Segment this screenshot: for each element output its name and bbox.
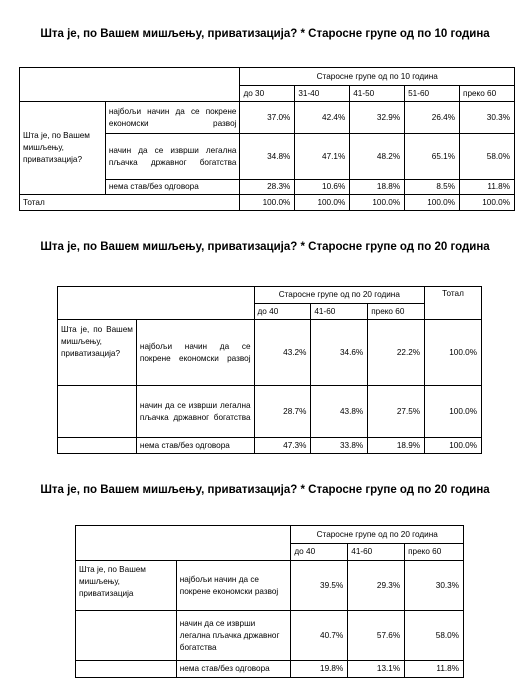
- group-header: Старосне групе од по 10 година: [240, 68, 515, 86]
- row-label: нема став/без одговора: [105, 180, 240, 195]
- column-header: преко 60: [368, 304, 425, 320]
- cell: 58.0%: [405, 611, 464, 661]
- group-header: Старосне групе од по 20 година: [254, 287, 425, 304]
- cell: 11.8%: [405, 661, 464, 678]
- crosstab-20yr: [75, 525, 464, 678]
- column-header: преко 60: [405, 544, 464, 561]
- table1-title: Шта је, по Вашем мишљењу, приватизација? * Старосне групе од по 10 година: [40, 28, 490, 40]
- row-header: Шта је, по Вашем мишљењу, приватизација?: [20, 102, 106, 195]
- cell: 22.2%: [368, 320, 425, 386]
- cell: 11.8%: [460, 180, 515, 195]
- total-cell: 100.0%: [350, 195, 405, 211]
- total-header: Тотал: [425, 287, 482, 320]
- column-header: 41-60: [311, 304, 368, 320]
- cell: 100.0%: [425, 386, 482, 438]
- cell: 65.1%: [405, 134, 460, 180]
- cell: 8.5%: [405, 180, 460, 195]
- row-header: Шта је, по Вашем мишљењу, приватизација?: [58, 320, 137, 386]
- column-header: 41-50: [350, 86, 405, 102]
- row-label: најбољи начин да се покрене економски развој: [105, 102, 240, 134]
- row-label: начин да се изврши легална пљачка државног богатства: [176, 611, 291, 661]
- cell: 43.2%: [254, 320, 311, 386]
- empty-cell: [76, 611, 177, 661]
- cell: 10.6%: [295, 180, 350, 195]
- row-label: начин да се изврши легална пљачка државног богатства: [105, 134, 240, 180]
- column-header: 51-60: [405, 86, 460, 102]
- group-header: Старосне групе од по 20 година: [291, 526, 464, 544]
- cell: 34.6%: [311, 320, 368, 386]
- cell: 34.8%: [240, 134, 295, 180]
- cell: 43.8%: [311, 386, 368, 438]
- column-header: до 40: [291, 544, 348, 561]
- empty-cell: [58, 438, 137, 454]
- corner-cell: [58, 287, 255, 320]
- total-cell: 100.0%: [295, 195, 350, 211]
- cell: 47.3%: [254, 438, 311, 454]
- cell: 42.4%: [295, 102, 350, 134]
- cell: 28.7%: [254, 386, 311, 438]
- cell: 28.3%: [240, 180, 295, 195]
- cell: 33.8%: [311, 438, 368, 454]
- cell: 27.5%: [368, 386, 425, 438]
- corner-cell: [20, 68, 240, 102]
- cell: 26.4%: [405, 102, 460, 134]
- cell: 37.0%: [240, 102, 295, 134]
- cell: 57.6%: [348, 611, 405, 661]
- row-label: најбољи начин да се покрене економски развој: [176, 561, 291, 611]
- crosstab-20yr-total: [57, 286, 482, 454]
- row-label: најбољи начин да се покрене економски развој: [136, 320, 254, 386]
- column-header: до 30: [240, 86, 295, 102]
- total-cell: 100.0%: [460, 195, 515, 211]
- total-label: Тотал: [20, 195, 240, 211]
- cell: 58.0%: [460, 134, 515, 180]
- crosstab-10yr: [19, 67, 515, 211]
- row-label: начин да се изврши легална пљачка државног богатства: [136, 386, 254, 438]
- empty-cell: [76, 661, 177, 678]
- cell: 18.8%: [350, 180, 405, 195]
- row-label: нема став/без одговора: [136, 438, 254, 454]
- total-cell: 100.0%: [240, 195, 295, 211]
- empty-cell: [58, 386, 137, 438]
- table3-title: Шта је, по Вашем мишљењу, приватизација? * Старосне групе од по 20 година: [40, 484, 490, 496]
- table2-title: Шта је, по Вашем мишљењу, приватизација? * Старосне групе од по 20 година: [40, 241, 490, 253]
- cell: 32.9%: [350, 102, 405, 134]
- cell: 48.2%: [350, 134, 405, 180]
- cell: 19.8%: [291, 661, 348, 678]
- cell: 13.1%: [348, 661, 405, 678]
- total-cell: 100.0%: [405, 195, 460, 211]
- cell: 29.3%: [348, 561, 405, 611]
- cell: 39.5%: [291, 561, 348, 611]
- column-header: 41-60: [348, 544, 405, 561]
- column-header: преко 60: [460, 86, 515, 102]
- row-header: Шта је, по Вашем мишљењу, приватизација: [76, 561, 177, 611]
- cell: 100.0%: [425, 320, 482, 386]
- cell: 47.1%: [295, 134, 350, 180]
- column-header: 31-40: [295, 86, 350, 102]
- column-header: до 40: [254, 304, 311, 320]
- cell: 30.3%: [460, 102, 515, 134]
- cell: 30.3%: [405, 561, 464, 611]
- cell: 100.0%: [425, 438, 482, 454]
- corner-cell: [76, 526, 291, 561]
- row-label: нема став/без одговора: [176, 661, 291, 678]
- cell: 18.9%: [368, 438, 425, 454]
- cell: 40.7%: [291, 611, 348, 661]
